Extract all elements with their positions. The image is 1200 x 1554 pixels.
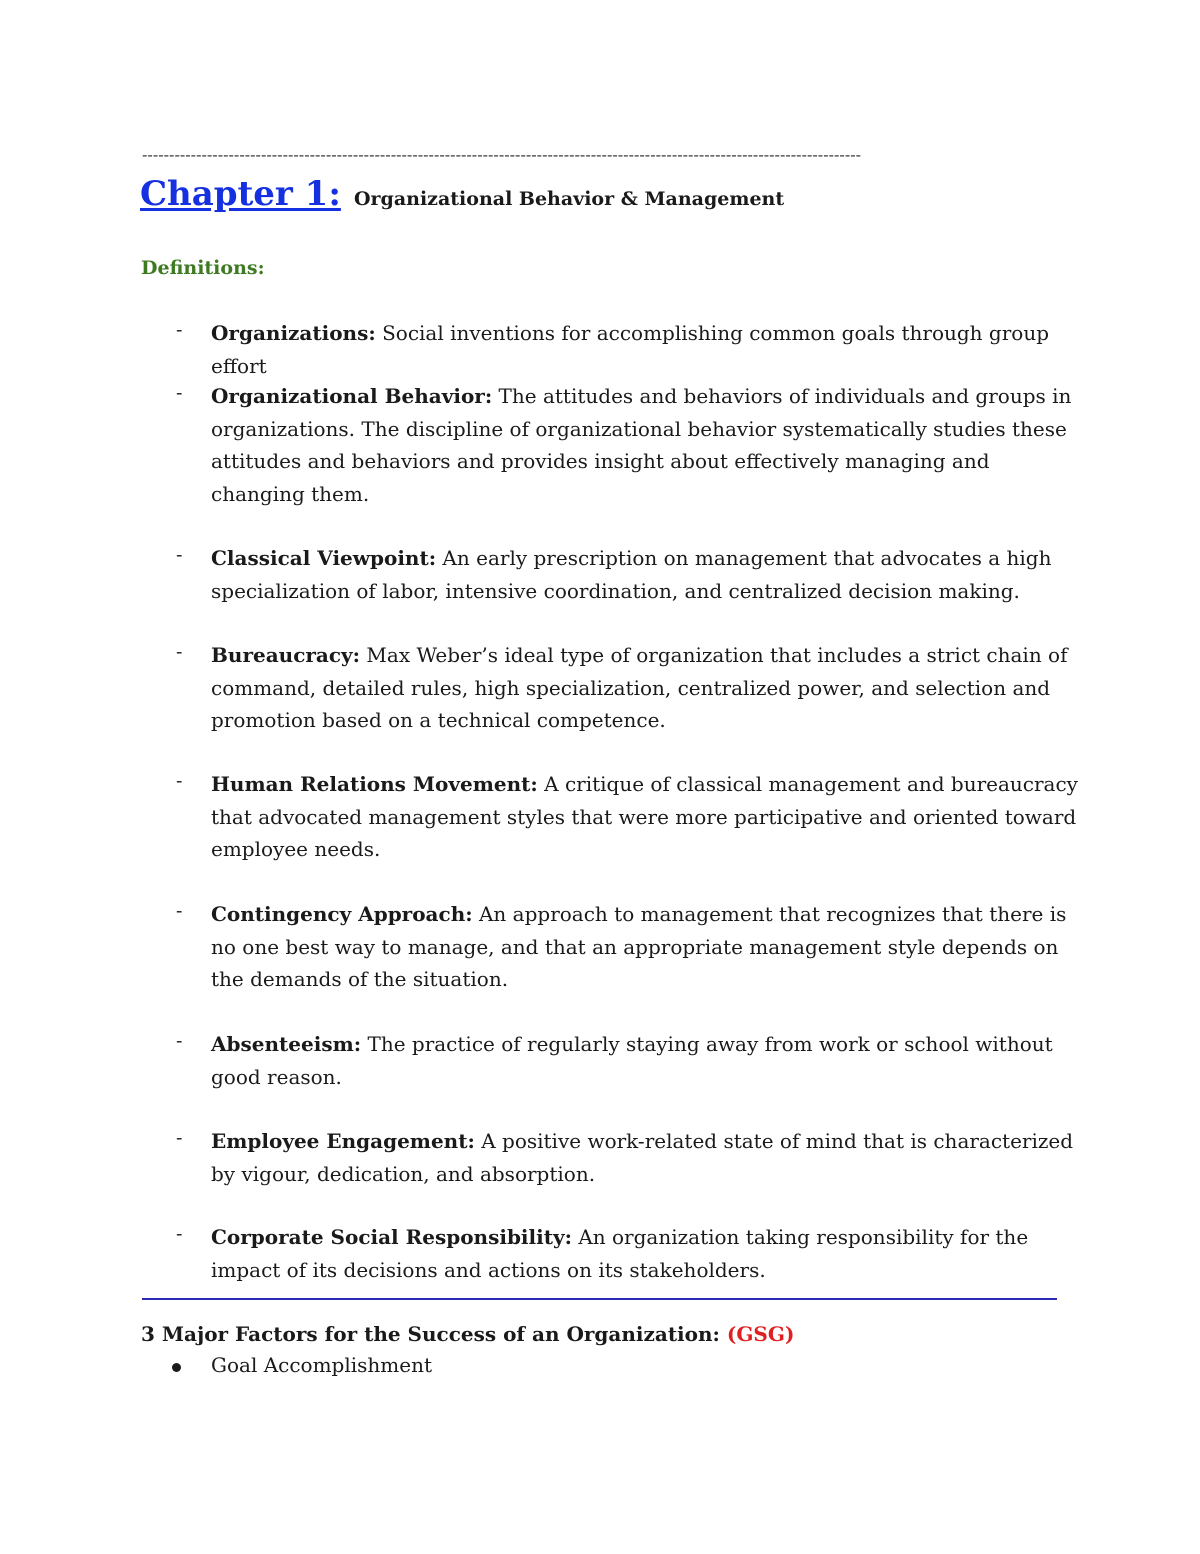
bullet-icon bbox=[172, 1363, 181, 1372]
section-divider bbox=[142, 1298, 1057, 1300]
chapter-title: Organizational Behavior & Management bbox=[353, 188, 785, 210]
definition-text bbox=[211, 898, 1081, 996]
definition-body: A critique of classical management and bureaucracy that advocated management styles that were more participative and oriented toward employee needs. bbox=[211, 772, 1078, 861]
definition-term: Organizational Behavior: bbox=[211, 384, 493, 408]
dash-marker: - bbox=[176, 544, 183, 566]
definition-text bbox=[211, 380, 1081, 510]
factors-heading-text: 3 Major Factors for the Success of an Organization: bbox=[141, 1322, 720, 1346]
definition-body: The practice of regularly staying away from work or school without good reason. bbox=[211, 1032, 1053, 1089]
definition-text bbox=[211, 1125, 1081, 1190]
definition-body: A positive work-related state of mind that is characterized by vigour, dedication, and absorption. bbox=[211, 1129, 1074, 1186]
definition-body: Max Weber’s ideal type of organization that includes a strict chain of command, detailed rules, high specialization, centralized power, and selection and promotion based on a technical competence. bbox=[211, 643, 1068, 732]
factors-tag: (GSG) bbox=[726, 1322, 795, 1346]
definition-body: The attitudes and behaviors of individuals and groups in organizations. The discipline of organizational behavior systematically studies these attitudes and behaviors and provides insight about effectively managing and changing them. bbox=[211, 384, 1072, 506]
definition-text bbox=[211, 1221, 1081, 1286]
chapter-label: Chapter 1: bbox=[140, 174, 341, 214]
definition-text bbox=[211, 639, 1081, 737]
definition-term: Employee Engagement: bbox=[211, 1129, 475, 1153]
dash-marker: - bbox=[176, 382, 183, 404]
definition-term: Absenteeism: bbox=[211, 1032, 362, 1056]
dash-marker: - bbox=[176, 1223, 183, 1245]
definition-term: Corporate Social Responsibility: bbox=[211, 1225, 572, 1249]
dash-marker: - bbox=[176, 1127, 183, 1149]
definition-text bbox=[211, 1028, 1081, 1093]
definition-term: Human Relations Movement: bbox=[211, 772, 538, 796]
definition-term: Contingency Approach: bbox=[211, 902, 473, 926]
definition-text bbox=[211, 542, 1081, 607]
definition-text bbox=[211, 768, 1081, 866]
dash-marker: - bbox=[176, 900, 183, 922]
factors-heading bbox=[141, 1322, 794, 1346]
dash-marker: - bbox=[176, 641, 183, 663]
definition-body: An organization taking responsibility for the impact of its decisions and actions on its stakeholders. bbox=[211, 1225, 1029, 1282]
definition-body: An approach to management that recognizes that there is no one best way to manage, and that an appropriate management style depends on the demands of the situation. bbox=[211, 902, 1067, 991]
dash-marker: - bbox=[176, 1030, 183, 1052]
definition-term: Bureaucracy: bbox=[211, 643, 361, 667]
definition-term: Classical Viewpoint: bbox=[211, 546, 437, 570]
definitions-heading: Definitions: bbox=[141, 257, 265, 279]
dashed-divider: ------------------------------------------------------------------------------------------------------------------------------------- bbox=[142, 145, 862, 164]
chapter-heading bbox=[140, 174, 784, 214]
definition-body: Social inventions for accomplishing common goals through group effort bbox=[211, 321, 1049, 378]
bullet-text: Goal Accomplishment bbox=[211, 1353, 433, 1377]
dash-marker: - bbox=[176, 319, 183, 341]
definition-term: Organizations: bbox=[211, 321, 376, 345]
dash-marker: - bbox=[176, 770, 183, 792]
definition-body: An early prescription on management that advocates a high specialization of labor, intensive coordination, and centralized decision making. bbox=[211, 546, 1052, 603]
definition-text bbox=[211, 317, 1081, 382]
